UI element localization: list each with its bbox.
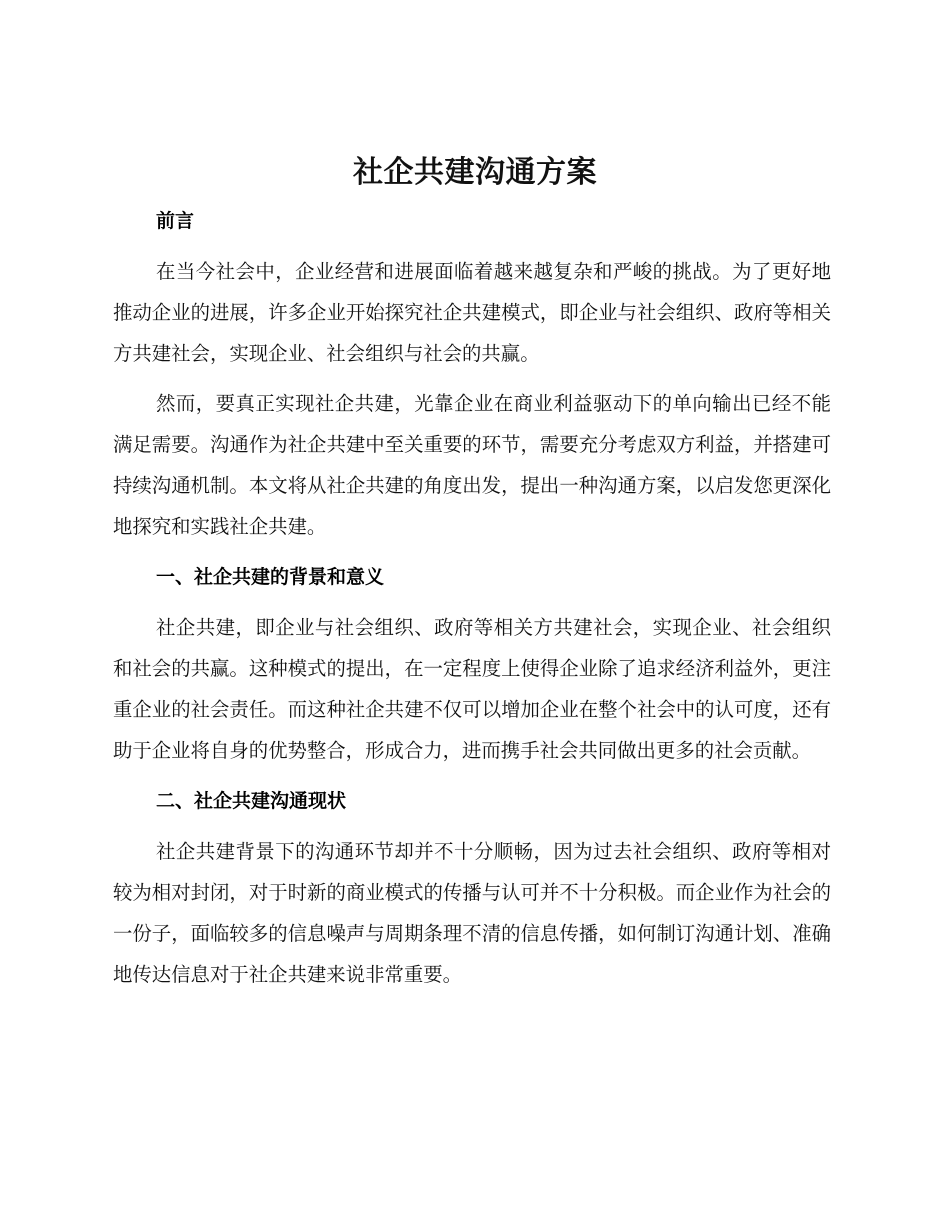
paragraph: 在当今社会中，企业经营和进展面临着越来越复杂和严峻的挑战。为了更好地推动企业的进展，许多企业开始探究社企共建模式，即企业与社会组织、政府等相关方共建社会，实现企业、社会组织与社会的共赢。 (113, 260, 831, 365)
paragraph: 然而，要真正实现社企共建，光靠企业在商业利益驱动下的单向输出已经不能满足需要。沟通作为社企共建中至关重要的环节，需要充分考虑双方利益，并搭建可持续沟通机制。本文将从社企共建的角度出发，提出一种沟通方案，以启发您更深化地探究和实践社企共建。 (113, 392, 831, 538)
section-heading: 二、社企共建沟通现状 (156, 790, 347, 812)
document-title: 社企共建沟通方案 (353, 155, 597, 190)
paragraph: 社企共建，即企业与社会组织、政府等相关方共建社会，实现企业、社会组织和社会的共赢。这种模式的提出，在一定程度上使得企业除了追求经济利益外，更注重企业的社会责任。而这种社企共建不仅可以增加企业在整个社会中的认可度，还有助于企业将自身的优势整合，形成合力，进而携手社会共同做出更多的社会贡献。 (113, 616, 831, 762)
section-heading: 一、社企共建的背景和意义 (156, 566, 385, 588)
section-preface (113, 200, 831, 547)
section-heading: 前言 (156, 210, 195, 232)
document-body (113, 200, 831, 1004)
section-background (113, 556, 831, 771)
paragraph: 社企共建背景下的沟通环节却并不十分顺畅，因为过去社会组织、政府等相对较为相对封闭，对于时新的商业模式的传播与认可并不十分积极。而企业作为社会的一份子，面临较多的信息噪声与周期条理不清的信息传播，如何制订沟通计划、准确地传达信息对于社企共建来说非常重要。 (113, 840, 831, 986)
section-status (113, 780, 831, 995)
